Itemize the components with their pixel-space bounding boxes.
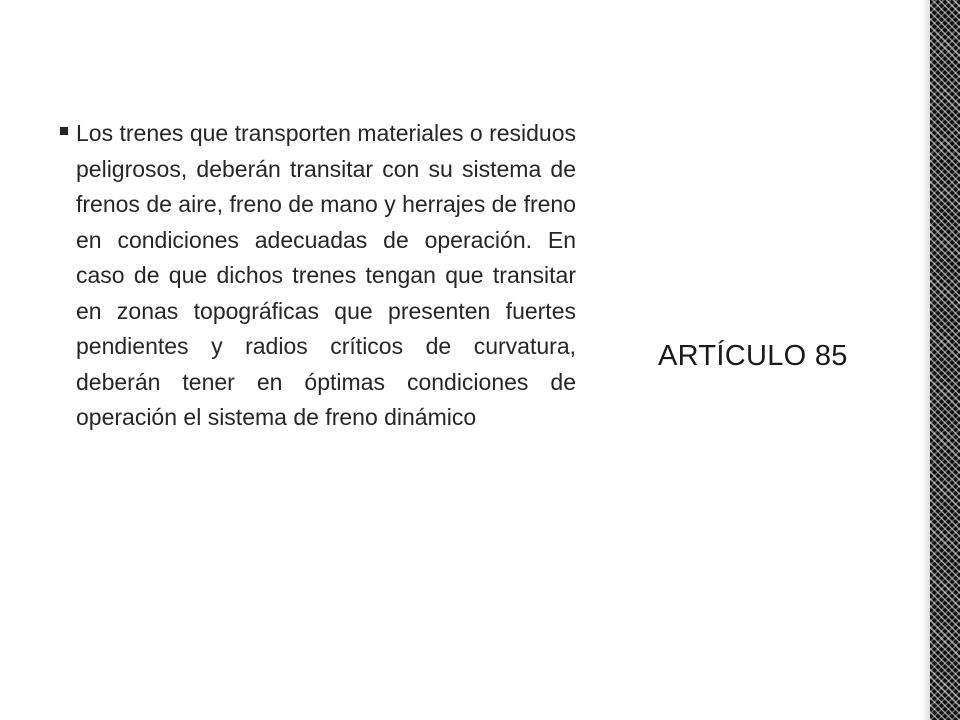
body-text-block [56,116,576,436]
edge-fade-decoration [922,0,930,720]
square-bullet-icon [60,127,68,135]
bullet-text: Los trenes que transporten materiales o residuos peligrosos, deberán transitar con su sistema de frenos de aire, freno de mano y herrajes de freno en condiciones adecuadas de operación. En caso de que dichos trenes tengan que transitar en zonas topográficas que presenten fuertes pendientes y radios críticos de curvatura, deberán tener en óptimas condiciones de operación el sistema de freno dinámico [76,120,576,430]
edge-pattern-decoration [930,0,960,720]
bullet-item [56,116,576,436]
slide-title: ARTÍCULO 85 [658,340,848,372]
